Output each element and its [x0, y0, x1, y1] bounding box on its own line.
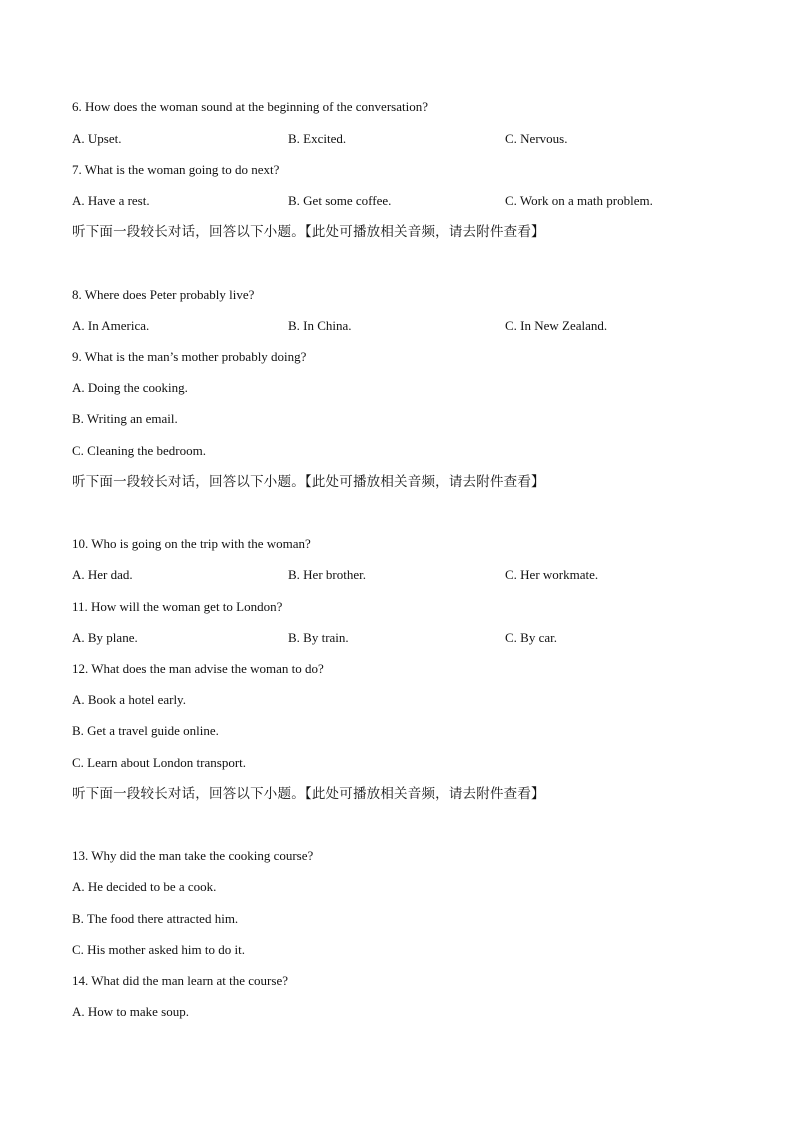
option-14-a: A. How to make soup. — [72, 1004, 189, 1019]
option-12-b: B. Get a travel guide online. — [72, 723, 219, 738]
option-11-c: C. By car. — [505, 630, 557, 645]
option-13-a: A. He decided to be a cook. — [72, 879, 217, 894]
option-6-a: A. Upset. — [72, 131, 122, 146]
option-10-c: C. Her workmate. — [505, 567, 599, 582]
option-7-b: B. Get some coffee. — [288, 193, 392, 208]
listening-instruction-1: 听下面一段较长对话，回答以下小题。【此处可播放相关音频，请去附件查看】 — [72, 224, 545, 240]
option-10-b: B. Her brother. — [288, 567, 366, 582]
option-12-a: A. Book a hotel early. — [72, 692, 186, 707]
option-8-c: C. In New Zealand. — [505, 318, 608, 333]
question-10-options — [72, 565, 712, 585]
option-8-b: B. In China. — [288, 318, 352, 333]
question-14: 14. What did the man learn at the course? — [72, 973, 288, 988]
question-11-options — [72, 628, 712, 648]
question-7: 7. What is the woman going to do next? — [72, 162, 280, 177]
question-9: 9. What is the man’s mother probably doing? — [72, 349, 307, 364]
option-9-b: B. Writing an email. — [72, 411, 178, 426]
question-8: 8. Where does Peter probably live? — [72, 287, 255, 302]
option-9-a: A. Doing the cooking. — [72, 380, 188, 395]
option-8-a: A. In America. — [72, 318, 150, 333]
option-11-b: B. By train. — [288, 630, 349, 645]
listening-instruction-2: 听下面一段较长对话，回答以下小题。【此处可播放相关音频，请去附件查看】 — [72, 474, 545, 490]
option-7-a: A. Have a rest. — [72, 193, 150, 208]
option-6-b: B. Excited. — [288, 131, 347, 146]
listening-instruction-3: 听下面一段较长对话，回答以下小题。【此处可播放相关音频，请去附件查看】 — [72, 786, 545, 802]
option-11-a: A. By plane. — [72, 630, 138, 645]
option-10-a: A. Her dad. — [72, 567, 133, 582]
option-13-b: B. The food there attracted him. — [72, 911, 239, 926]
question-11: 11. How will the woman get to London? — [72, 599, 283, 614]
question-13: 13. Why did the man take the cooking course? — [72, 848, 314, 863]
option-7-c: C. Work on a math problem. — [505, 193, 653, 208]
option-13-c: C. His mother asked him to do it. — [72, 942, 245, 957]
question-6: 6. How does the woman sound at the beginning of the conversation? — [72, 99, 428, 114]
option-6-c: C. Nervous. — [505, 131, 568, 146]
question-7-options — [72, 191, 712, 211]
question-10: 10. Who is going on the trip with the woman? — [72, 536, 311, 551]
option-9-c: C. Cleaning the bedroom. — [72, 443, 206, 458]
option-12-c: C. Learn about London transport. — [72, 755, 247, 770]
question-12: 12. What does the man advise the woman to do? — [72, 661, 324, 676]
question-8-options — [72, 316, 712, 336]
question-6-options — [72, 129, 712, 149]
